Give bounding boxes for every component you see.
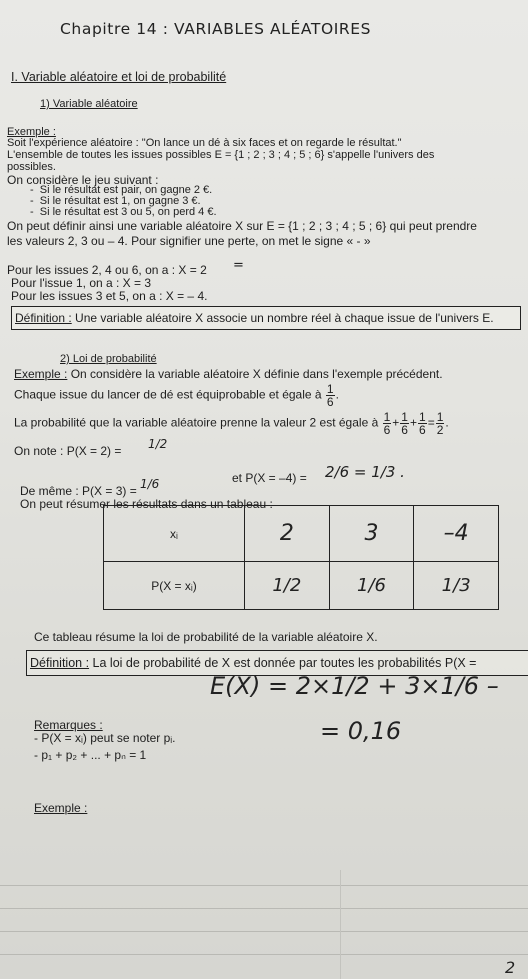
issue-line-1: Pour les issues 2, 4 ou 6, on a : X = 2 [7,263,207,277]
equiprobable-line: Chaque issue du lancer de dé est équiprobable et égale à $\frac{1}{6}$ . [14,382,339,409]
fraction-one-sixth [326,383,335,408]
table-cell: 3 [329,506,414,562]
fraction-denominator: 6 [419,423,426,437]
et-expression: et P(X = –4) = [232,471,307,485]
note-expression: P(X = 2) = [66,444,122,458]
summary-intro: On peut résumer les résultats dans un tableau : [20,497,273,511]
table-header-xi: xᵢ [104,506,245,562]
issue-line-2: Pour l'issue 1, on a : X = 3 [11,276,152,290]
handwritten-note-answer: 1/2 [148,437,168,451]
table-header-probability: P(X = xᵢ) [104,562,245,610]
table-row [104,506,499,562]
fraction-numerator: 1 [383,410,391,424]
game-rule-2: - Si le résultat est 1, on gagne 3 €. [30,195,201,207]
section-heading-1-text: I. Variable aléatoire et loi de probabilité [11,70,227,84]
definition-1-label: Définition : [15,311,72,325]
experience-line-3: possibles. [7,161,56,173]
table-cell: 1/6 [329,562,414,610]
remarks-label: Remarques : [34,718,103,732]
table-cell: 1/2 [245,562,330,610]
definition-1-text: Une variable aléatoire X associe un nombre réel à chaque issue de l'univers E. [71,311,494,325]
random-variable-line-2: les valeurs 2, 3 ou – 4. Pour signifier une perte, on met le signe « - » [7,234,371,248]
experience-line-2-a: L'ensemble de toutes les issues possibles [7,149,215,161]
notebook-line [0,908,528,909]
notebook-line [0,885,528,886]
note-label: On note : [14,444,67,458]
fraction-numerator: 1 [436,410,444,424]
random-variable-line-1 [7,219,477,233]
handwritten-de-meme-answer: 1/6 [140,477,160,491]
note-line [14,444,121,458]
game-rule-3-text: Si le résultat est 3 ou 5, on perd 4 €. [39,206,217,218]
game-rule-3: - Si le résultat est 3 ou 5, on perd 4 €. [30,206,217,218]
definition-2 [30,656,476,670]
handwritten-et-answer: 2/6 = 1/3 . [325,463,405,481]
handwritten-expectation: E(X) = 2×1/2 + 3×1/6 – [210,672,499,700]
equiprobable-text: Chaque issue du lancer de dé est équiprobable et égale à [14,387,325,402]
game-rule-1-text: Si le résultat est pair, on gagne 2 €. [39,184,213,196]
random-variable-line-1-b: qui peut prendre [386,219,477,233]
fraction-numerator: 1 [401,410,408,424]
de-meme-line [20,484,137,498]
handwritten-corner: 2 [505,958,516,977]
fraction-a [383,411,392,436]
universe-set: E = {1 ; 2 ; 3 ; 4 ; 5 ; 6} [214,149,325,161]
table-cell: 2 [245,506,330,562]
subsection-heading-2: 2) Loi de probabilité [60,353,157,365]
fraction-denominator: 6 [326,395,334,409]
game-rule-1: - Si le résultat est pair, on gagne 2 €. [30,184,213,196]
fraction-b [400,411,409,436]
section-heading-1 [11,70,226,84]
experience-line-1: Soit l'expérience aléatoire : "On lance un dé à six faces et on regarde le résultat." [7,137,402,149]
issue-line-3: Pour les issues 3 et 5, on a : X = – 4. [11,289,208,303]
game-rule-2-text: Si le résultat est 1, on gagne 3 €. [39,195,201,207]
probability-text: La probabilité que la variable aléatoire prenne la valeur 2 est égale à [14,415,382,430]
example-label-3: Exemple : [34,801,88,815]
game-intro: On considère le jeu suivant : [7,173,159,187]
definition-2-label: Définition : [30,656,90,670]
experience-line-2 [7,149,434,161]
remark-1: - P(X = xᵢ) peut se noter pᵢ. [34,731,176,745]
random-variable-line-1-a: On peut définir ainsi une variable aléatoire X sur [7,219,267,233]
table-cell: 1/3 [414,562,499,610]
fraction-denominator: 2 [436,423,444,437]
handwritten-mark: = [233,258,244,273]
probability-line: La probabilité que la variable aléatoire prenne la valeur 2 est égale à $\frac{1}{6}$ + $\frac{1}{6}$ + $\frac{1}{6}$ = $\frac{1}{2}$ . [14,410,449,437]
page-title: Chapitre 14 : VARIABLES ALÉATOIRES [60,20,372,38]
de-meme-expression: P(X = 3) = [82,484,137,498]
example-label-2: Exemple : [14,367,68,381]
definition-1 [15,311,494,325]
notebook-margin [340,870,341,979]
random-variable-set: E = {1 ; 2 ; 3 ; 4 ; 5 ; 6} [266,219,387,233]
notebook-line [0,931,528,932]
notebook-line [0,954,528,955]
fraction-denominator: 6 [383,423,391,437]
fraction-numerator: 1 [419,410,426,424]
table-row [104,562,499,610]
subsection-heading-1: 1) Variable aléatoire [40,98,138,110]
table-cell: –4 [414,506,499,562]
handwritten-expectation-result: = 0,16 [320,717,402,745]
experience-line-2-b: s'appelle l'univers des [324,149,435,161]
remark-2: - p₁ + p₂ + ... + pₙ = 1 [34,748,147,762]
table-summary: Ce tableau résume la loi de probabilité de la variable aléatoire X. [34,630,378,644]
definition-2-text: La loi de probabilité de X est donnée par toutes les probabilités P(X = [89,656,477,670]
probability-table [103,505,499,610]
fraction-c [418,411,427,436]
fraction-one-half [436,411,445,436]
example-2-line [14,367,443,381]
fraction-denominator: 6 [401,423,408,437]
de-meme-label: De même : [20,484,83,498]
example-label-1: Exemple : [7,126,56,138]
example-2-text: On considère la variable aléatoire X définie dans l'exemple précédent. [67,367,443,381]
fraction-numerator: 1 [326,382,334,396]
